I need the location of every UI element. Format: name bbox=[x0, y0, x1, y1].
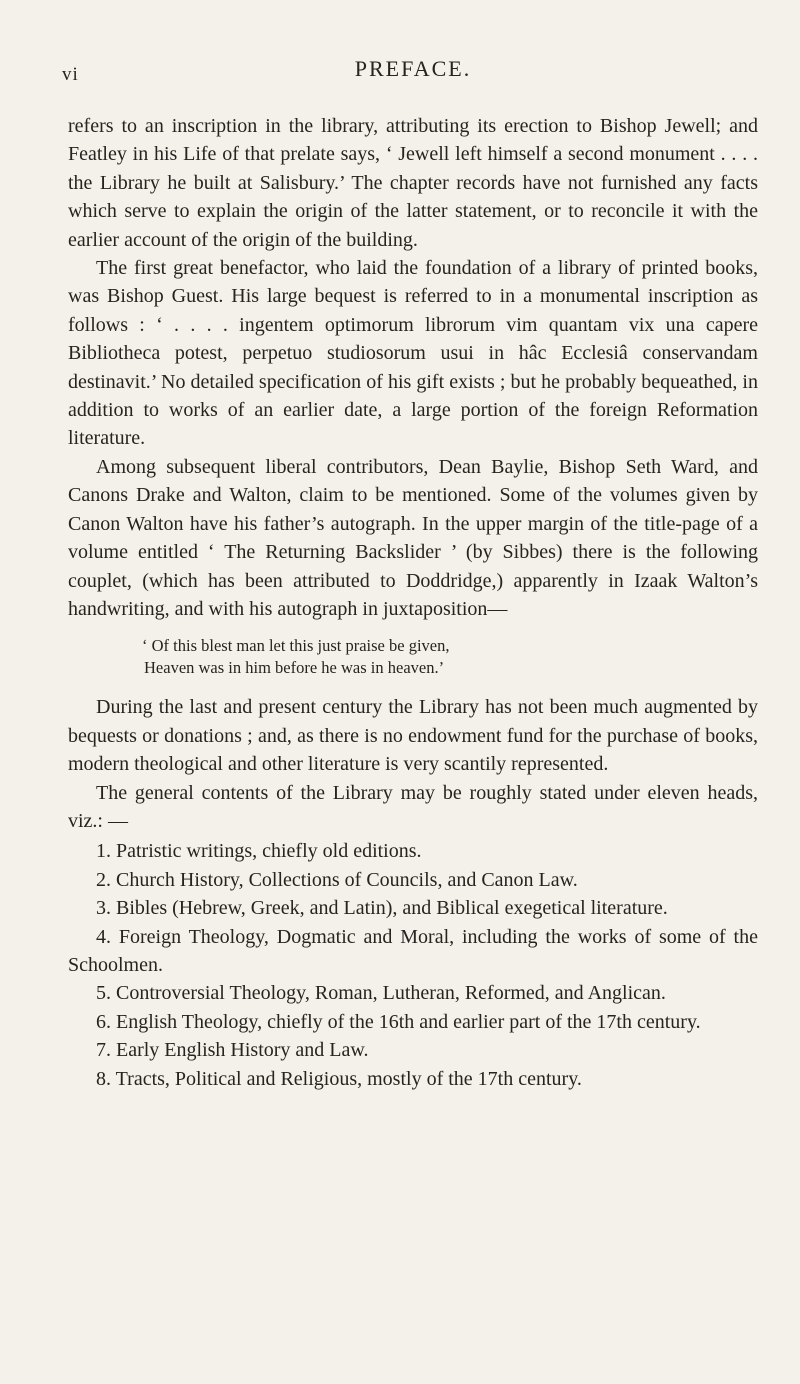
contents-list bbox=[68, 837, 758, 1093]
body-text bbox=[68, 112, 758, 1093]
list-item: 4. Foreign Theology, Dogmatic and Moral, including the works of some of the Schoolmen. bbox=[68, 925, 758, 976]
list-item: 8. Tracts, Political and Religious, mostly of the 17th century. bbox=[96, 1067, 582, 1090]
paragraph: During the last and present century the Library has not been much augmented by bequests or donations ; and, as there is no endowment fund for the purchase of books, modern theological and other literature is very scantily represented. bbox=[68, 696, 758, 776]
list-item: 7. Early English History and Law. bbox=[96, 1039, 369, 1062]
verse-couplet bbox=[68, 635, 758, 679]
paragraph: Among subsequent liberal contributors, Dean Baylie, Bishop Seth Ward, and Canons Drake and Walton, claim to be mentioned. Some of the volumes given by Canon Walton have his father’s autograph. In the upper margin of the title-page of a volume entitled ‘ The Returning Backslider ’ (by Sibbes) there is the following couplet, (which has been attributed to Doddridge,) apparently in Izaak Walton’s handwriting, and with his autograph in juxtaposition— bbox=[68, 455, 758, 620]
list-item: 1. Patristic writings, chiefly old editions. bbox=[96, 840, 422, 863]
verse-line: Heaven was in him before he was in heaven.’ bbox=[144, 658, 445, 678]
list-item: 2. Church History, Collections of Councils, and Canon Law. bbox=[96, 868, 578, 891]
book-page bbox=[62, 54, 758, 1093]
running-head: PREFACE. bbox=[354, 56, 472, 81]
paragraph: The general contents of the Library may be roughly stated under eleven heads, viz.: — bbox=[68, 781, 758, 832]
verse-line: ‘ Of this blest man let this just praise be given, bbox=[142, 636, 450, 656]
page-number: vi bbox=[62, 64, 79, 85]
paragraph: The first great benefactor, who laid the foundation of a library of printed books, was Bishop Guest. His large bequest is referred to in a monumental inscription as follows : ‘ . . . . ingentem optimorum librorum vim quantam vix una capere Bibliotheca potest, perpetuo studiosorum usui in hâc Ecclesiâ conservandam destinavit.’ No detailed specification of his gift exists ; but he probably bequeathed, in addition to works of an earlier date, a large portion of the foreign Reformation literature. bbox=[68, 257, 758, 450]
list-item: 3. Bibles (Hebrew, Greek, and Latin), and Biblical exegetical literature. bbox=[96, 897, 668, 920]
page-header bbox=[62, 54, 758, 94]
paragraph: refers to an inscription in the library, attributing its erection to Bishop Jewell; and Featley in his Life of that prelate says, ‘ Jewell left himself a second monument . . . . the Library he built at Salisbury.’ The chapter records have not furnished any facts which serve to explain the origin of the latter statement, or to reconcile it with the earlier account of the origin of the building. bbox=[68, 115, 758, 251]
list-item: 5. Controversial Theology, Roman, Lutheran, Reformed, and Anglican. bbox=[96, 982, 666, 1005]
list-item: 6. English Theology, chiefly of the 16th and earlier part of the 17th century. bbox=[96, 1010, 701, 1033]
